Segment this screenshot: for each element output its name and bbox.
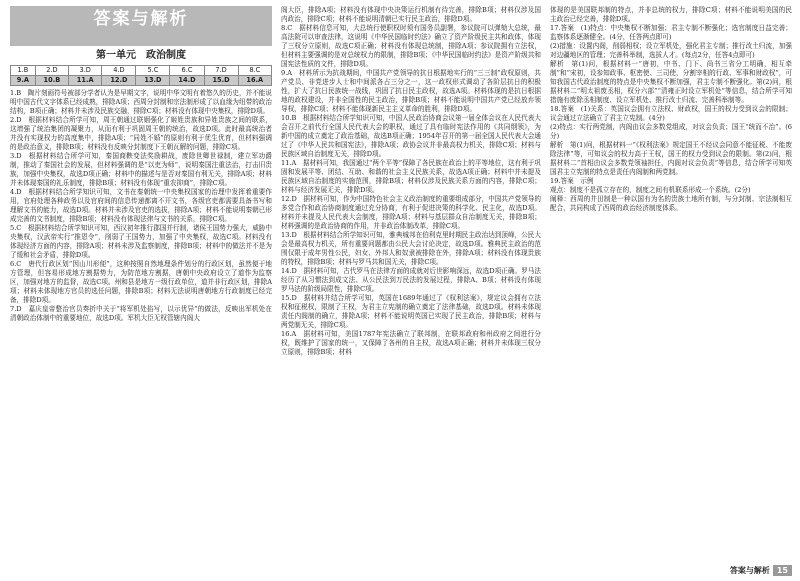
answer-cell: 7.D: [204, 66, 238, 76]
answer-paragraph: (2)特点：实行两党制，内阁由议会多数党组成，对议会负责；国王“统而不治”。(6分): [550, 123, 792, 140]
unit-heading: 第一单元 政治制度: [96, 50, 186, 61]
explanation-paragraph: 13.D 根据材料结合所学知识可知，雅典城邦在伯利克里时期民主政治达到顶峰，公民大会是最高权力机关，所有重要问题都由公民大会讨论决定，故选D项。雅典民主政治的范围仅限于成年男性公民，妇女、外邦人和奴隶被排除在外，排除A项；材料没有体现贵族的特权，排除B项；材料与罗马共和国无关，排除C项。: [281, 231, 541, 266]
explanation-paragraph: 12.D 据材料可知，作为中国特色社会主义政治制度的重要组成部分，中国共产党领导的多党合作和政治协商制度通过充分协商，有利于促进决策的科学化、民主化，故选D项。材料并未提及人民代表大会制度，排除A项；材料与基层群众自治制度无关，排除B项；材料强调的是政治协商的作用，并非政治体制改革，排除C项。: [281, 195, 541, 230]
explanation-paragraph: 4.D 根据材料结合所学知识可知，文书在秦朝统一中央集权国家的治理中发挥着重要作用，官府处理各种政务以及官府间的信息传递都离不开文书，各级官吏都需要具备书写和理解文书的能力，故选D项。材料并未涉及官吏的选拔，排除A项；材料不能说明秦朝已形成完善的文书制度，排除B项；材料没有体现法律与文书的关系，排除C项。: [10, 188, 272, 223]
answer-cell: 15.D: [204, 76, 238, 86]
answer-cell: 6.C: [170, 66, 204, 76]
column-1: [10, 6, 272, 323]
explanation-paragraph: 16.A 据材料可知，美国1787年宪法确立了联邦制，在联邦政府和州政府之间进行分权，既维护了国家的统一，又保障了各州的自主权，故选A项正确；材料并未体现三权分立原则，排除B项；材料: [281, 330, 541, 356]
answer-paragraph: 18.答案 (1)关系：英国议会拥有立法权、财政权，国王的权力受到议会的限制；议会通过立法确立了君主立宪制。(4分): [550, 105, 792, 122]
explanation-paragraph: 14.D 据材料可知，古代罗马在法律方面的成就对后世影响深远，故选D项正确。罗马法经历了从习惯法到成文法、从公民法到万民法的发展过程，排除A、B项；材料没有体现罗马法的阶级局限性，排除C项。: [281, 267, 541, 293]
answer-cell: 11.A: [69, 76, 102, 86]
explanation-paragraph: 2.D 根据材料结合所学可知，周王朝通过联姻强化了姬姓贵族和异姓贵族之间的联系，这增强了统治集团的凝聚力，从而有利于巩固周王朝的统治，故选D项。此时最高统治者并没有实现权力的高度集中，排除A项；“同姓不婚”的原则有利于优生优育，但材料强调的是政治意义，排除B项；材料没有反映分封制度下王朝瓦解的问题，排除C项。: [10, 116, 272, 151]
column-2: [281, 6, 541, 357]
answer-paragraph: (2)措施：设置内阁，削弱相权；设立军机处，强化君主专制；推行改土归流，加强对边疆地区的管理；完善科举制，选拔人才。(每点2分，任答4点即可): [550, 42, 792, 59]
footer-label: 答案与解析: [729, 565, 770, 575]
section-banner: [10, 6, 272, 46]
explanation-paragraph: 7.D 嘉庆皇帝整治官员奏折中关于“将军机处掐写，以示优异”的做法，反映出军机处在清朝政治体制中的重要地位，故选D项。军机大臣无权管辖内阁大: [10, 305, 272, 322]
explanation-paragraph: 6.C 唐代行政区划“因山川形便”，这种按照自然地理条件划分的行政区划，虽然便于地方管理，但容易形成地方割据势力，为防范地方割据，唐朝中央政府设立了道作为监察区，加强对地方的监督，故选C项。州和县是地方一级行政单位，道并非行政区划，排除A项；材料未体现地方官员的选任问题，排除B项；材料无法说明唐朝地方行政制度已经完备，排除D项。: [10, 260, 272, 304]
answer-cell: 13.D: [136, 76, 170, 86]
explanation-paragraph: 9.A 材料所示为抗战期间，中国共产党领导的抗日根据地实行的“三三制”政权原则，共产党员、非党进步人士和中间派各占三分之一，这一政权形式调动了各阶层抗日的积极性，扩大了抗日民族统一战线，巩固了抗日民主政权，故选A项。材料体现的是抗日根据地的政权建设，并非全国性的民主政治，排除B项；材料不能说明中国共产党已经放弃领导权，排除C项；材料不能体现新民主主义革命的胜利，排除D项。: [281, 69, 541, 113]
explanation-paragraph: 10.B 根据材料结合所学知识可知，中国人民政治协商会议第一届全体会议在人民代表大会召开之前代行全国人民代表大会的职权，通过了具有临时宪法作用的《共同纲领》，为新中国的成立奠定了政治基础，故选B项正确；1954年召开的第一届全国人民代表大会通过了《中华人民共和国宪法》，排除A项；政协会议并非最高权力机关，排除C项；材料与民族区域自治制度无关，排除D项。: [281, 114, 541, 158]
answer-cell: 4.D: [102, 66, 136, 76]
explanation-paragraph: 阁大臣，排除A项；材料没有体现中央决策运行机制有待完善，排除B项；材料仅涉及国内政治，排除C项；材料不能说明清朝已实行民主政治，排除D项。: [281, 6, 541, 23]
explanation-paragraph: 15.D 据材料并结合所学可知，英国在1689年通过了《权利法案》，规定议会拥有立法权和征税权，限制了王权，为君主立宪制的确立奠定了法律基础，故选D项。材料未体现责任内阁制的确立，排除A项；材料不能说明英国已实现了民主政治，排除B项；材料与两党制无关，排除C项。: [281, 294, 541, 329]
answer-row-numbers: [11, 66, 272, 76]
answer-cell: 8.C: [238, 66, 271, 76]
answer-cell: 14.D: [170, 76, 204, 86]
section-title: 答案与解析: [93, 9, 189, 29]
answer-paragraph: 观点：制度不是孤立存在的，制度之间有机联系形成一个系统。(2分): [550, 186, 751, 194]
page-number: 15: [773, 565, 792, 576]
explanation-paragraph: 3.D 根据材料结合所学可知，秦国商鞅变法奖励耕战，废除世卿世禄制，建立军功爵制，推动了秦国社会的发展，但材料强调的是“以吏为师”，说明秦国注重法治，打击旧贵族，加强中央集权，故选D项正确；材料中的描述与是否对秦国有利无关，排除A项；材料并未体现秦国的礼乐制度，排除B项；材料没有体现“重农抑商”，排除C项。: [10, 152, 272, 187]
explanation-paragraph: 5.C 根据材料结合所学知识可知，西汉初年推行郡国并行制，诸侯王国势力强大，威胁中央集权，汉武帝实行“推恩令”，削弱了王国势力，加强了中央集权，故选C项。材料没有体现经济方面的内容，排除A项；材料未涉及监察制度，排除B项；材料中的做法并不是为了缓和社会矛盾，排除D项。: [10, 224, 272, 259]
explanation-paragraph: 解析 第(1)问，根据材料一“《权利法案》规定国王不经议会同意不能征税、不能废除法律”等，可知议会的权力高于王权，国王的权力受到议会的限制。第(2)问，根据材料二“首相由议会多数党领袖担任，内阁对议会负责”等信息，结合所学可知英国君主立宪制的特点是责任内阁制和两党制。: [550, 141, 792, 176]
answer-cell: 9.A: [11, 76, 36, 86]
answer-row-keys: [11, 76, 272, 86]
explanation-paragraph: 1.B 陶片刻画符号被部分学者认为是早期文字，说明中华文明有着悠久的历史，并不能说明中国古代文字体系已经成熟，排除A项；西周分封制和宗法制形成了以血缘为纽带的政治结构，B项正确；材料并未涉及民族交融，排除C项；材料没有体现中央集权，排除D项。: [10, 89, 272, 115]
explanation-paragraph: 11.A 据材料可知，我国通过“两个平等”保障了各民族在政治上的平等地位，这有利于巩固和发展平等、团结、互助、和谐的社会主义民族关系，故选A项正确；材料中并未提及民族区域自治制度的实施范围，排除B项；材料仅涉及民族关系方面的内容，排除C项；材料与经济发展无关，排除D项。: [281, 159, 541, 194]
column-3: [550, 6, 792, 213]
answer-grid: [10, 65, 272, 86]
answer-cell: 16.A: [238, 76, 271, 86]
answer-cell: 10.B: [35, 76, 68, 86]
answer-cell: 5.C: [136, 66, 170, 76]
answer-cell: 1.B: [11, 66, 36, 76]
explanation-paragraph: 解析 第(1)问，根据材料一“唐初，中书、门下、尚书三省分工明确，相互牵制”和“宋初，设参知政事、枢密使、三司使，分割宰相的行政、军事和财政权”，可知我国古代政治制度的特点是中央集权不断加强，君主专制不断强化。第(2)问，根据材料二“明太祖废丞相，权分六部”“清雍正时设立军机处”等信息，结合所学可知措施有废除丞相制度、设立军机处、推行改土归流、完善科举制等。: [550, 60, 792, 104]
page-footer: [730, 563, 792, 577]
explanation-paragraph: 体现的是美国联邦制的特点，并非总统的权力，排除C项；材料不能说明美国的民主政治已经完善，排除D项。: [550, 6, 792, 23]
explanation-paragraph: 8.C 据材料信息可知，大总统行使职权时须有国务员副署，参议院可以弹劾大总统，最高法院可以审查法律，这说明《中华民国临时约法》确立了资产阶级民主共和政体，体现了三权分立原则，故选C项正确；材料没有体现总统制，排除A项；参议院拥有立法权，但材料主要强调的是对总统权力的限制，排除B项；《中华民国临时约法》是资产阶级共和国宪法性质的文件，排除D项。: [281, 24, 541, 68]
answer-cell: 2.D: [35, 66, 68, 76]
answer-paragraph: 17.答案 (1)特点：中央集权不断加强；君主专制不断强化；选官制度日益完善；监察体系逐渐健全。(4分，任答两点即可): [550, 24, 792, 41]
answer-cell: 12.D: [102, 76, 136, 86]
answer-cell: 3.D: [69, 66, 102, 76]
answer-paragraph: 阐释：西周的井田制是一种以国有为名的贵族土地所有制，与分封制、宗法制相互配合，共同构成了西周的政治经济制度体系。: [550, 195, 792, 212]
answer-paragraph: 19.答案 示例: [550, 177, 594, 185]
